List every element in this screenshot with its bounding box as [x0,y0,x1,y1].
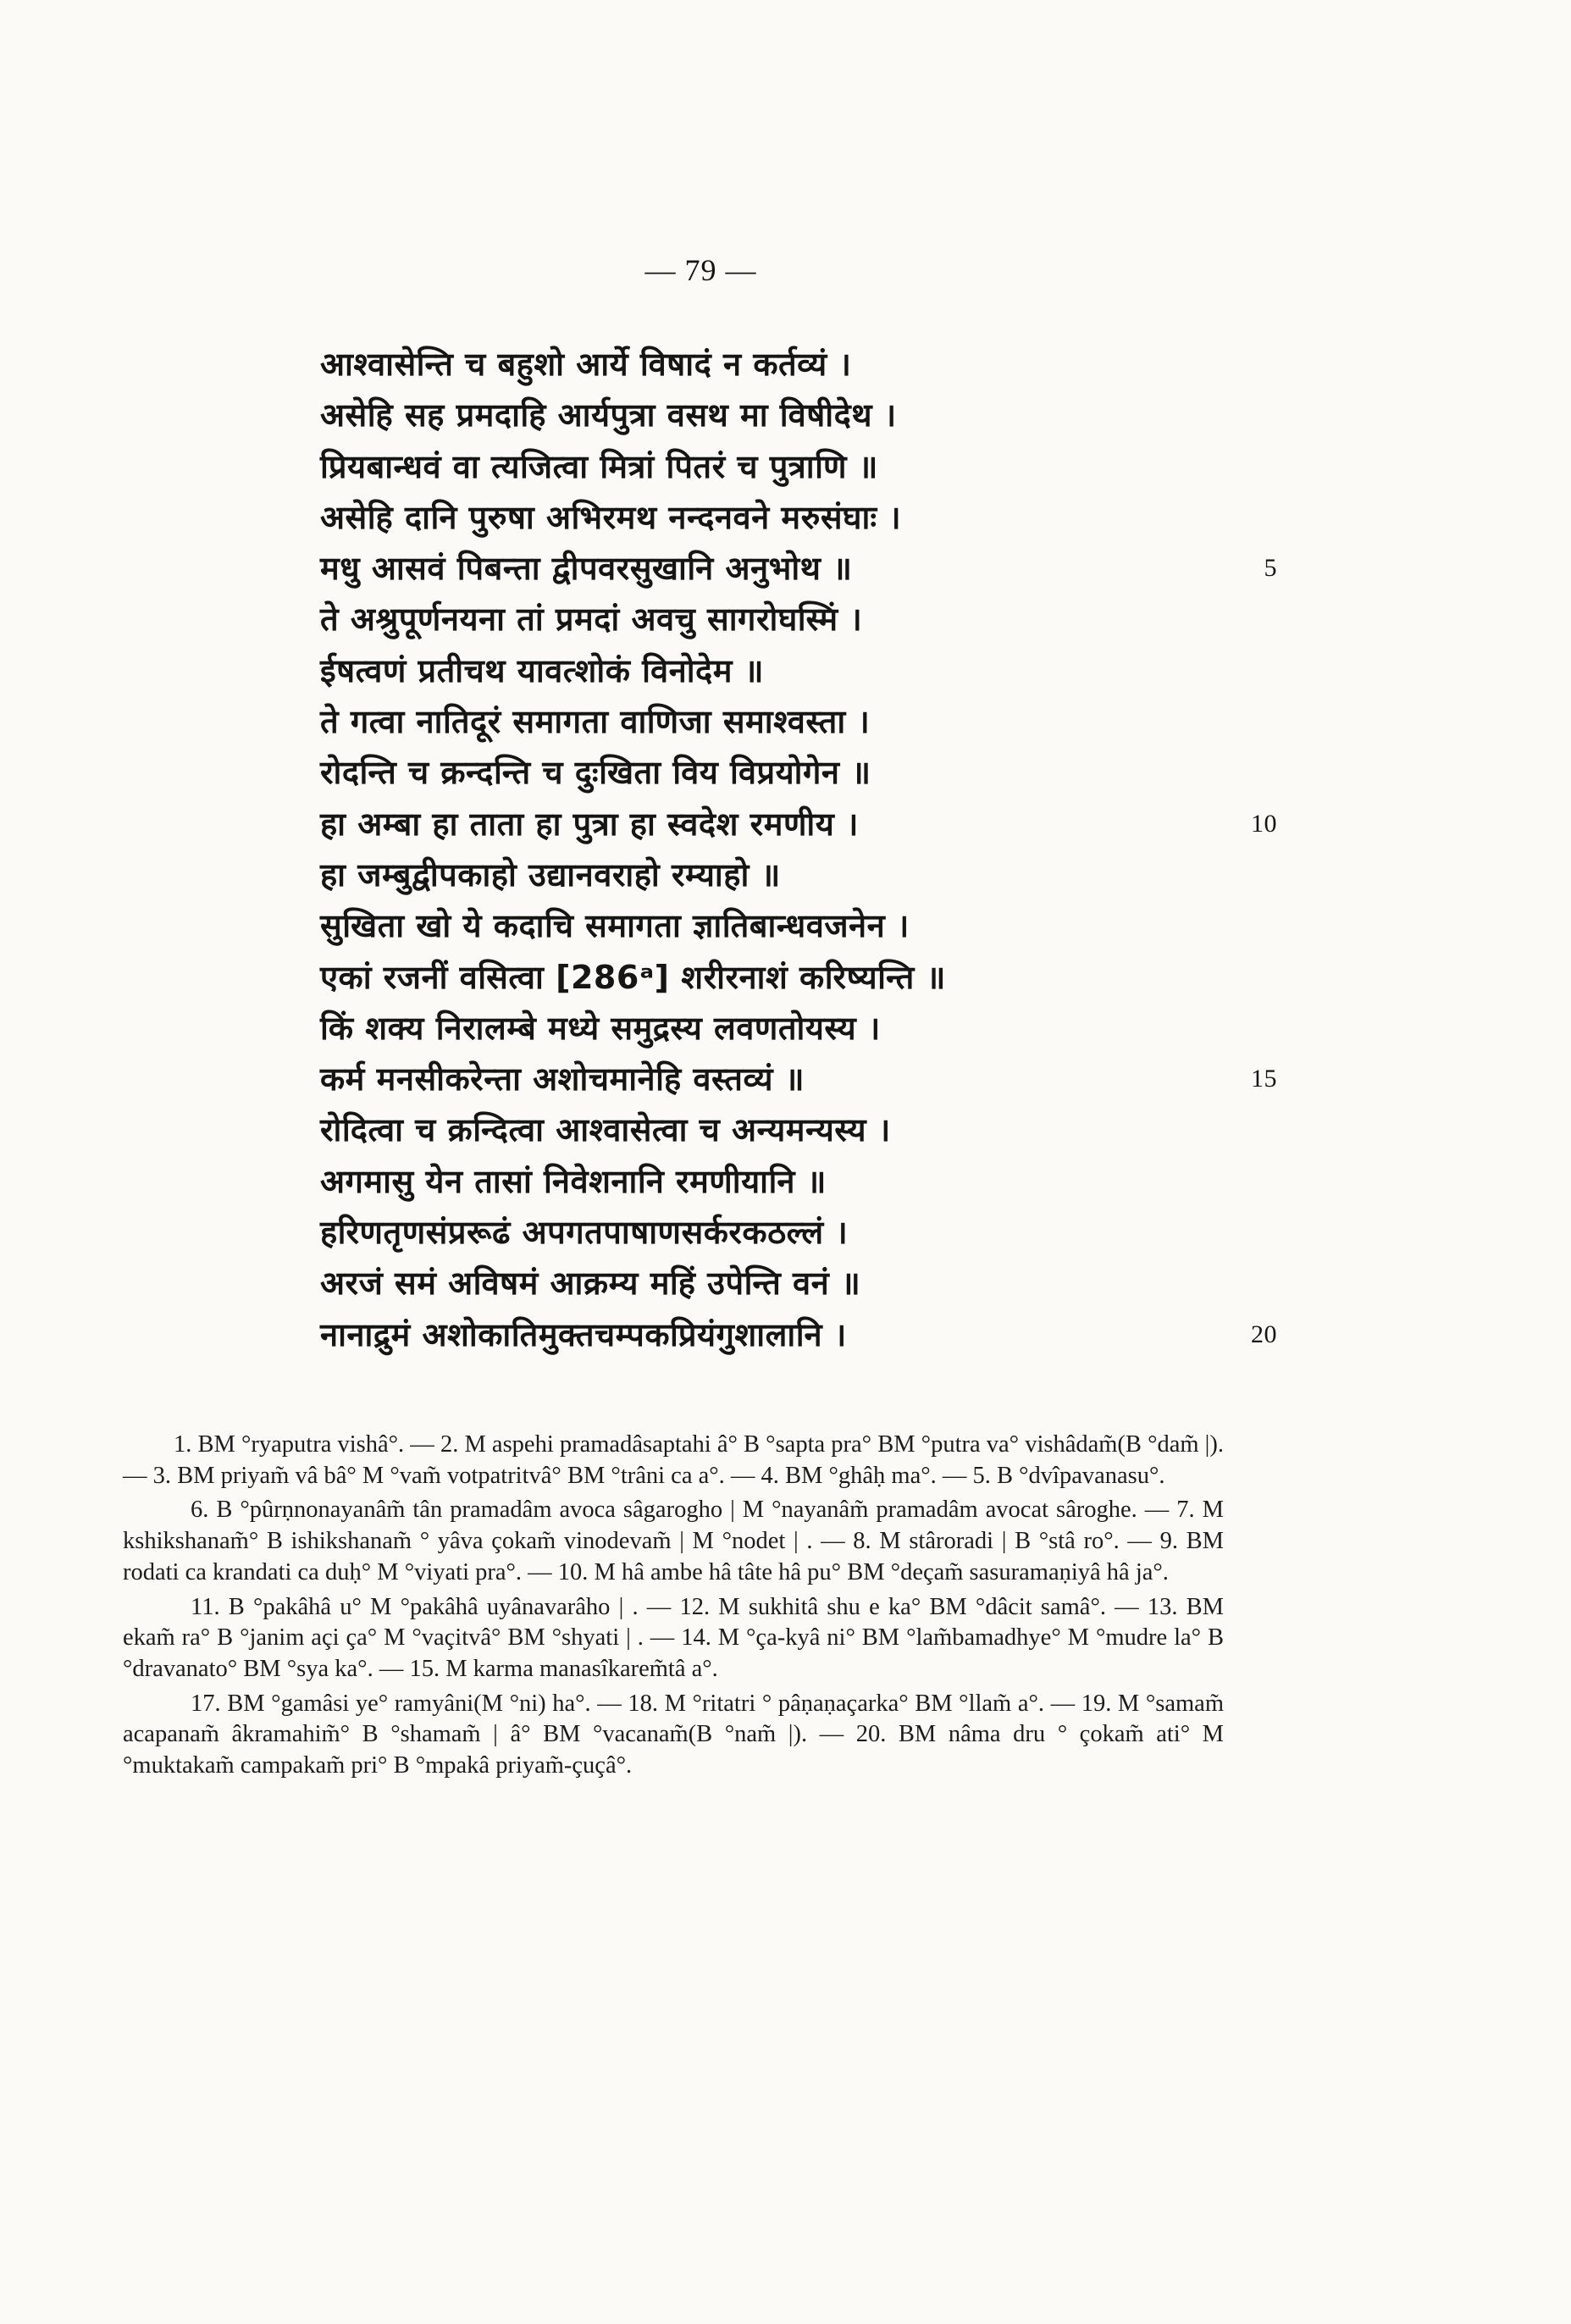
verse-text: असेहि सह प्रमदाहि आर्यपुत्रा वसथ मा विषीदेथ । [320,396,897,434]
verse-text: रोदन्ति च क्रन्दन्ति च दुःखिता विय विप्रयोगेन ॥ [320,754,871,792]
verse-text: ते अश्रुपूर्णनयना तां प्रमदां अवचु सागरोघस्मिं । [320,600,863,639]
verse-line [320,1003,1269,1054]
note-paragraph: 6. B °pûrṇnonayanâm̃ tân pramadâm avoca sâgarogho | M °nayanâm̃ pramadâm avocat sâroghe. — 7. M kshikshanam̃° B ishikshanam̃ ° yâva çokam̃ vinodevam̃ | M °nodet | . — 8. M stâroradi | B °stâ ro°. — 9. BM rodati ca krandati ca duḥ° M °viyati pra°. — 10. M hâ ambe hâ tâte hâ pu° BM °deçam̃ sasuramaṇiyâ hâ ja°. [123,1497,1224,1585]
verse-text: रोदित्वा च क्रन्दित्वा आश्वासेत्वा च अन्यमन्यस्य । [320,1111,891,1149]
verse-text: एकां रजनीं वसित्वा [286ᵃ] शरीरनाशं करिष्यन्ति ॥ [320,958,946,996]
verse-line [320,1258,1269,1309]
critical-apparatus [123,1430,1224,1785]
verse-text: ईषत्वणं प्रतीचथ यावत्शोकं विनोदेम ॥ [320,651,764,689]
verse-text: प्रियबान्धवं वा त्यजित्वा मित्रां पितरं च पुत्राणि ॥ [320,447,878,485]
verse-text: अरजं समं अविषमं आक्रम्य महिं उपेन्ति वनं ॥ [320,1264,861,1303]
verse-text: किं शक्य निरालम्बे मध्ये समुद्रस्य लवणतोयस्य । [320,1009,881,1047]
verse-line [320,339,1269,390]
note-paragraph: 1. BM °ryaputra vishâ°. — 2. M aspehi pramadâsaptahi â° B °sapta pra° BM °putra va° vishâdam̃(B °dam̃ |). — 3. BM priyam̃ vâ bâ° M °vam̃ votpatritvâ° BM °trâni ca a°. — 4. BM °ghâḥ ma°. — 5. B °dvîpavanasu°. [123,1431,1224,1489]
verse-line [320,900,1269,951]
line-number: 20 [1251,1320,1277,1348]
verse-text: मधु आसवं पिबन्ता द्वीपवरसुखानि अनुभोथ ॥ [320,550,853,588]
line-number: 15 [1251,1065,1277,1093]
verse-line [320,543,1277,594]
verse-text: नानाद्रुमं अशोकातिमुक्तचम्पकप्रियंगुशालानि । [320,1315,847,1353]
verse-line [320,747,1269,798]
verse-line [320,1156,1269,1207]
verse-line [320,952,1269,1003]
verse-line [320,441,1269,492]
verse-line [320,1207,1269,1258]
verse-line [320,696,1269,747]
verse-line [320,849,1269,900]
verse-text: हा जम्बुद्वीपकाहो उद्यानवराहो रम्याहो ॥ [320,855,781,894]
verse-line [320,390,1269,440]
verse-text: आश्वासेन्ति च बहुशो आर्ये विषादं न कर्तव्यं । [320,346,852,383]
verse-line [320,492,1269,543]
line-number: 5 [1264,554,1277,583]
verse-line [320,1104,1269,1155]
verse-text: हा अम्बा हा ताता हा पुत्रा हा स्वदेश रमणीय । [320,805,859,843]
verse-block [320,339,1277,1360]
page-number: — 79 — [644,253,757,287]
verse-text: ते गत्वा नातिदूरं समागता वाणिजा समाश्वस्ता । [320,703,871,741]
verse-line [320,594,1269,645]
verse-text: अगमासु येन तासां निवेशनानि रमणीयानि ॥ [320,1162,827,1200]
note-paragraph: 11. B °pakâhâ u° M °pakâhâ uyânavarâho | . — 12. M sukhitâ shu e ka° BM °dâcit samâ°. — 13. BM ekam̃ ra° B °janim açi ça° M °vaçitvâ° BM °shyati | . — 14. M °ça-kyâ ni° BM °lam̃bamadhye° M °mudre la° B °dravanato° BM °sya ka°. — 15. M karma manasîkarem̃tâ a°. [123,1593,1224,1682]
note-paragraph: 17. BM °gamâsi ye° ramyâni(M °ni) ha°. — 18. M °ritatri ° pâṇaṇaçarka° BM °llam̃ a°. — 19. M °samam̃ acapanam̃ âkramahim̃° B °shamam̃ | â° BM °vacanam̃(B °nam̃ |). — 20. BM nâma dru ° çokam̃ ati° M °muktakam̃ campakam̃ pri° B °mpakâ priyam̃-çuçâ°. [123,1690,1224,1779]
verse-line [320,1054,1277,1104]
verse-line [320,1309,1277,1360]
verse-text: कर्म मनसीकरेन्ता अशोचमानेहि वस्तव्यं ॥ [320,1060,805,1098]
verse-text: सुखिता खो ये कदाचि समागता ज्ञातिबान्धवजनेन । [320,907,910,945]
verse-text: हरिणतृणसंप्ररूढं अपगतपाषाणसर्करकठल्लं । [320,1214,849,1252]
verse-line [320,645,1269,696]
verse-line [320,799,1277,849]
verse-text: असेहि दानि पुरुषा अभिरमथ नन्दनवने मरुसंघाः । [320,498,902,536]
line-number: 10 [1251,809,1277,838]
